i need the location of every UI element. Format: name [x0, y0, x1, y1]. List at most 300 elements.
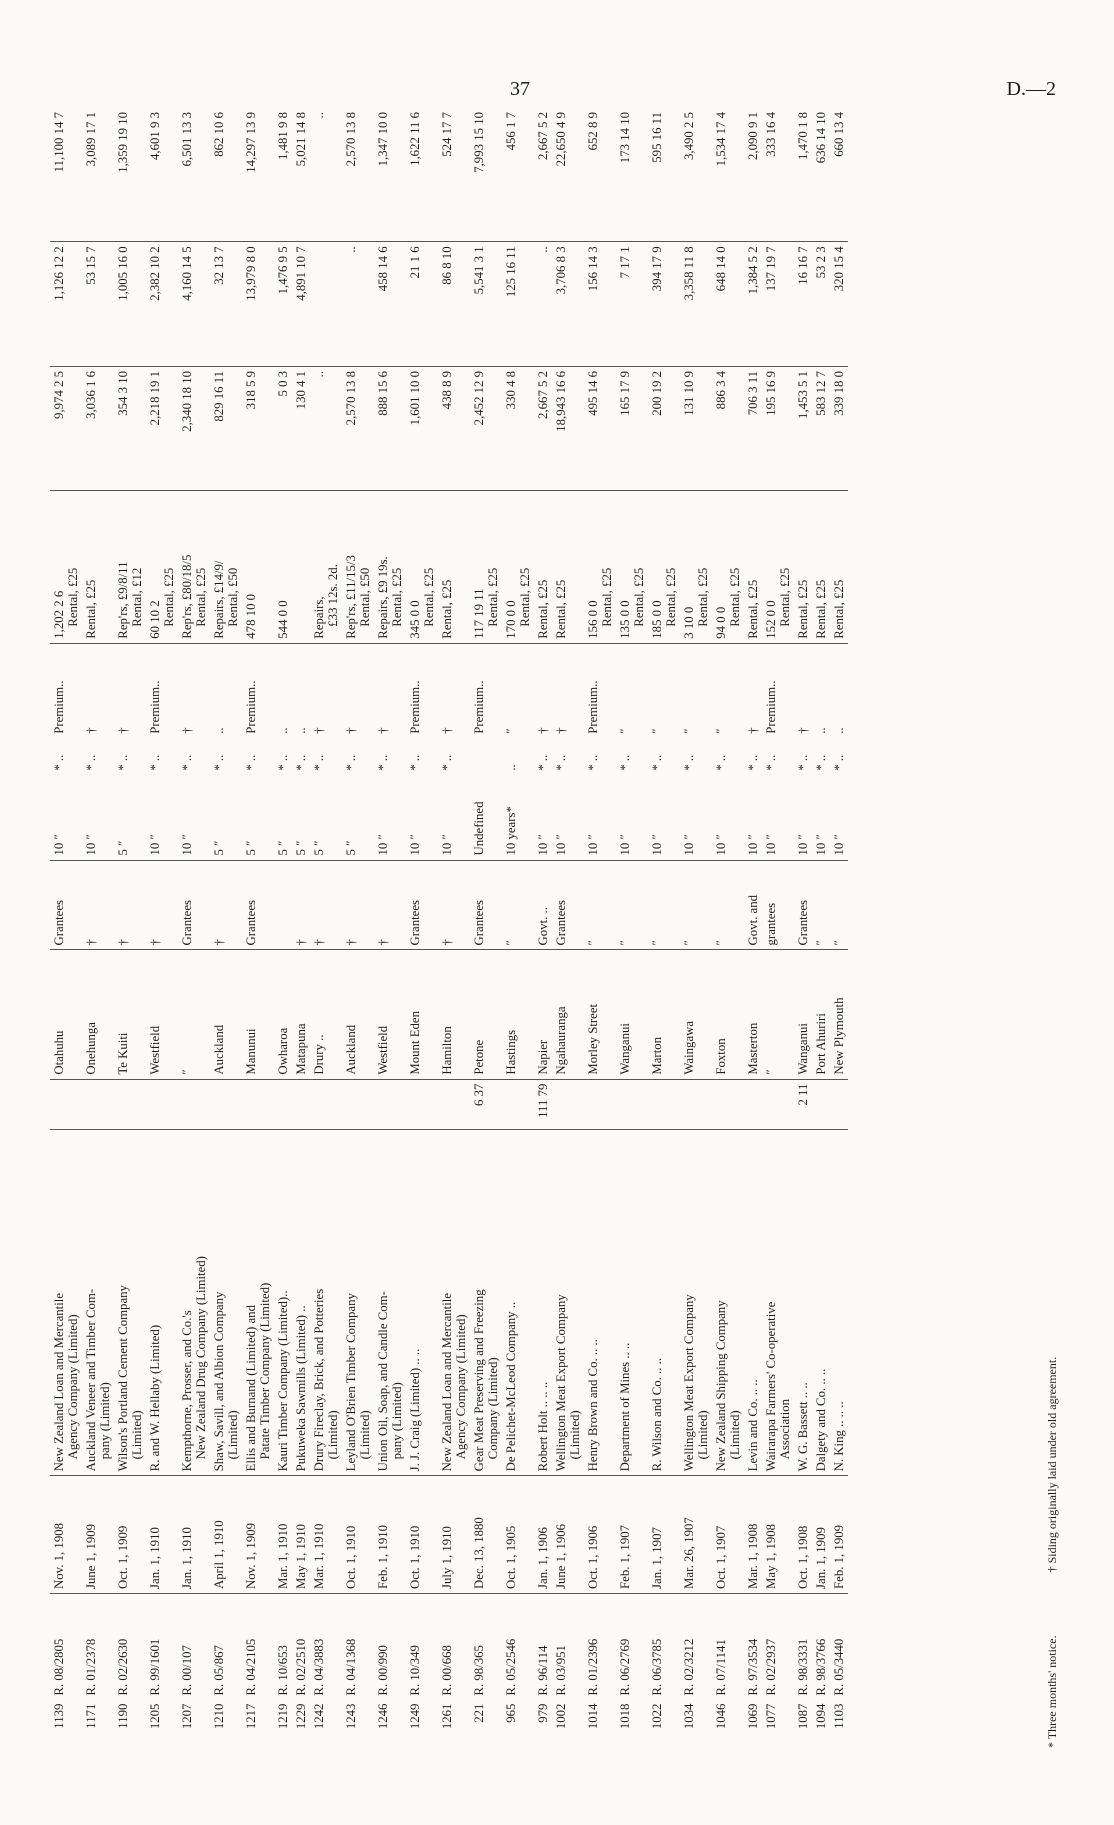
cell-file [648, 1593, 680, 1699]
cell-name [438, 1130, 470, 1476]
cell-a-text: 2,340 18 10 [180, 370, 194, 432]
cell-a [648, 366, 680, 491]
cell-date [210, 1476, 242, 1594]
cell-term-text: 10 ″ [52, 834, 66, 856]
table-row [342, 108, 374, 1748]
cell-rent [292, 491, 310, 643]
cell-file-text: R. 98/3331 [796, 1638, 810, 1696]
cell-c-text: 2,090 9 1 [746, 112, 760, 160]
cell-c-text: .. [312, 112, 326, 119]
cell-b [794, 242, 812, 367]
cell-term [744, 775, 762, 860]
cell-b-text: 21 1 6 [408, 246, 422, 279]
cell-basis-text: * .. [52, 754, 66, 771]
cell-rent-text: 156 0 0 [586, 600, 600, 639]
cell-rent2-text: Rental, £25 [390, 567, 404, 627]
cell-name [146, 1130, 178, 1476]
cell-no-text: 1094 [814, 1703, 828, 1730]
cell-file-text: R. 06/3785 [650, 1638, 664, 1696]
cell-rent [146, 491, 178, 643]
cell-basis-text: .. [504, 764, 518, 771]
cell-c-text: 595 16 11 [650, 112, 664, 163]
cell-no [342, 1700, 374, 1748]
cell-term-text: 5 ″ [212, 840, 226, 856]
cell-by-text: Grantees [472, 899, 486, 946]
cell-no [794, 1700, 812, 1748]
cell-b [812, 242, 830, 367]
cell-station-text: ″ [180, 1069, 194, 1075]
cell-by [502, 860, 534, 950]
cell-a-text: 2,570 13 8 [344, 370, 358, 426]
cell-prem [534, 643, 552, 738]
cell-by-text: † [312, 939, 326, 946]
cell-c-text: 14,297 13 9 [244, 112, 258, 173]
cell-basis [146, 738, 178, 775]
cell-term [830, 775, 848, 860]
cell-rent2-text: Rental, £25 [194, 567, 208, 627]
cell-name [552, 1130, 584, 1476]
cell-date-text: June 1, 1906 [554, 1523, 568, 1589]
cell-term [146, 775, 178, 860]
cell-term-text: 10 ″ [148, 834, 162, 856]
cell-name2-text: Patate Timber Company (Limited) [258, 1282, 272, 1460]
table-row [534, 108, 552, 1748]
cell-extra [648, 1079, 680, 1130]
cell-no [744, 1700, 762, 1748]
cell-no [210, 1700, 242, 1748]
cell-by [648, 860, 680, 950]
cell-a [178, 366, 210, 491]
cell-extra [680, 1079, 712, 1130]
cell-basis [470, 738, 502, 775]
cell-name-text: Kauri Timber Company (Limited).. [276, 1290, 290, 1472]
cell-a [680, 366, 712, 491]
cell-no [502, 1700, 534, 1748]
cell-basis-text: * .. [440, 754, 454, 771]
cell-date [712, 1476, 744, 1594]
cell-station [648, 950, 680, 1079]
cell-rent-text: Rental, £25 [536, 579, 550, 639]
cell-date [812, 1476, 830, 1594]
cell-no-text: 1022 [650, 1703, 664, 1730]
cell-file [210, 1593, 242, 1699]
cell-term [178, 775, 210, 860]
cell-by-text: † [344, 939, 358, 946]
cell-a [830, 366, 848, 491]
cell-rent-text: Rental, £25 [814, 579, 828, 639]
cell-date [274, 1476, 292, 1594]
cell-date [470, 1476, 502, 1594]
cell-station [470, 950, 502, 1079]
cell-prem-text: Premium.. [52, 680, 66, 734]
cell-prem [146, 643, 178, 738]
cell-station [502, 950, 534, 1079]
cell-basis-text: * .. [376, 754, 390, 771]
cell-a-text: 18,943 16 6 [554, 370, 568, 432]
cell-rent-text: Rental, £25 [832, 579, 846, 639]
cell-date-text: April 1, 1910 [212, 1520, 226, 1589]
cell-basis-text: * .. [618, 754, 632, 771]
cell-extra [50, 1079, 82, 1130]
cell-station [552, 950, 584, 1079]
cell-name2-text: (Limited) [226, 1410, 240, 1460]
document-reference: D.—2 [1006, 78, 1056, 100]
cell-date [310, 1476, 342, 1594]
cell-no-text: 965 [504, 1703, 518, 1723]
cell-basis [584, 738, 616, 775]
cell-prem-text: † [796, 727, 810, 734]
cell-a-text: 706 3 11 [746, 370, 760, 416]
cell-prem-text: † [376, 727, 390, 734]
cell-extra [406, 1079, 438, 1130]
cell-b-text: 16 16 7 [796, 246, 810, 285]
cell-c-text: 4,601 9 3 [148, 112, 162, 160]
cell-basis [794, 738, 812, 775]
cell-rent-text: Rep'rs, £80/18/5 [180, 554, 194, 639]
cell-a [146, 366, 178, 491]
cell-a [762, 366, 794, 491]
cell-term-text: 10 ″ [536, 834, 550, 856]
cell-term [534, 775, 552, 860]
cell-date-text: Mar. 26, 1907 [682, 1517, 696, 1589]
cell-c [552, 108, 584, 242]
cell-name [794, 1130, 812, 1476]
cell-by-text: ″ [618, 940, 632, 946]
cell-station [712, 950, 744, 1079]
cell-rent [50, 491, 82, 643]
cell-by [680, 860, 712, 950]
cell-file-text: R. 00/107 [180, 1645, 194, 1696]
cell-date-text: Jan. 1, 1907 [650, 1527, 664, 1589]
table-row [830, 108, 848, 1748]
cell-name [812, 1130, 830, 1476]
cell-a-text: 1,453 5 1 [796, 370, 810, 419]
cell-b [292, 242, 310, 367]
cell-basis [406, 738, 438, 775]
cell-basis [374, 738, 406, 775]
cell-term [794, 775, 812, 860]
cell-b-text: 3,358 11 8 [682, 246, 696, 301]
cell-basis [812, 738, 830, 775]
cell-by-text: ″ [650, 940, 664, 946]
cell-file [470, 1593, 502, 1699]
cell-name [680, 1130, 712, 1476]
cell-rent [374, 491, 406, 643]
cell-term [470, 775, 502, 860]
cell-by-text: Grantees [244, 899, 258, 946]
cell-term-text: 10 ″ [84, 834, 98, 856]
cell-station [274, 950, 292, 1079]
cell-station [744, 950, 762, 1079]
cell-term-text: 10 ″ [682, 834, 696, 856]
cell-a-text: 195 16 9 [764, 370, 778, 416]
cell-term-text: 5 ″ [294, 840, 308, 856]
cell-rent [210, 491, 242, 643]
cell-rent2-text: Rental, £25 [422, 567, 436, 627]
cell-extra [146, 1079, 178, 1130]
cell-a [616, 366, 648, 491]
cell-file-text: R. 02/2937 [764, 1638, 778, 1696]
cell-c-text: 1,347 10 0 [376, 112, 390, 167]
cell-b [680, 242, 712, 367]
cell-by-text: † [294, 939, 308, 946]
cell-prem-text: ″ [650, 728, 664, 734]
cell-b [406, 242, 438, 367]
cell-prem [82, 643, 114, 738]
cell-a [552, 366, 584, 491]
cell-c [146, 108, 178, 242]
cell-by-text: ″ [586, 940, 600, 946]
cell-a [292, 366, 310, 491]
cell-no-text: 1207 [180, 1703, 194, 1730]
cell-name [82, 1130, 114, 1476]
cell-c-text: 524 17 7 [440, 112, 454, 157]
cell-name-text: Auckland Veneer and Timber Com- [84, 1288, 98, 1472]
cell-b [114, 242, 146, 367]
cell-date-text: July 1, 1910 [440, 1526, 454, 1589]
cell-extra [744, 1079, 762, 1130]
cell-a-text: 354 3 10 [116, 370, 130, 416]
cell-extra [830, 1079, 848, 1130]
cell-file [342, 1593, 374, 1699]
cell-b [274, 242, 292, 367]
cell-date [438, 1476, 470, 1594]
table-row [274, 108, 292, 1748]
cell-file [50, 1593, 82, 1699]
cell-station-text: Marton [650, 1036, 664, 1075]
cell-basis-text: * .. [796, 754, 810, 771]
cell-b [762, 242, 794, 367]
cell-name2-text: (Limited) [728, 1410, 742, 1460]
cell-rent [274, 491, 292, 643]
cell-file [274, 1593, 292, 1699]
cell-term-text: 10 ″ [180, 834, 194, 856]
cell-by-text: † [116, 939, 130, 946]
cell-b-text: 458 14 6 [376, 246, 390, 292]
cell-basis [438, 738, 470, 775]
cell-name-text: Levin and Co. .. .. [746, 1379, 760, 1472]
cell-file [680, 1593, 712, 1699]
cell-prem-text: .. [832, 727, 846, 734]
cell-name-text: Henry Brown and Co. .. .. [586, 1339, 600, 1472]
cell-rent2-text: Rental, £25 [66, 567, 80, 627]
cell-c [274, 108, 292, 242]
cell-term-text: 10 ″ [714, 834, 728, 856]
cell-by-text: Grantees [52, 899, 66, 946]
cell-date [616, 1476, 648, 1594]
table-row [502, 108, 534, 1748]
cell-date [50, 1476, 82, 1594]
cell-by [178, 860, 210, 950]
cell-file [762, 1593, 794, 1699]
cell-c [680, 108, 712, 242]
cell-extra [762, 1079, 794, 1130]
cell-by [762, 860, 794, 950]
cell-b-text: .. [344, 246, 358, 253]
cell-station-text: Auckland [344, 1024, 358, 1075]
cell-b-text: 53 2 3 [814, 246, 828, 279]
cell-term-text: Undefined [472, 801, 486, 856]
cell-term [438, 775, 470, 860]
cell-b [534, 242, 552, 367]
cell-basis-text: * .. [294, 754, 308, 771]
cell-term-text: 10 ″ [814, 834, 828, 856]
cell-a [310, 366, 342, 491]
cell-rent-text: Repairs, £9 19s. [376, 556, 390, 639]
cell-extra [292, 1079, 310, 1130]
cell-no-text: 1249 [408, 1703, 422, 1730]
cell-a-text: 888 15 6 [376, 370, 390, 416]
table-row [178, 108, 210, 1748]
cell-station-text: Wanganui [618, 1023, 632, 1075]
cell-name2-text: New Zealand Drug Company (Limited) [194, 1256, 208, 1460]
cell-c-text: 333 16 4 [764, 112, 778, 157]
table-row [292, 108, 310, 1748]
cell-station-text: ″ [764, 1069, 778, 1075]
cell-rent-text: Rental, £25 [554, 579, 568, 639]
cell-name [744, 1130, 762, 1476]
cell-by [744, 860, 762, 950]
cell-c-text: 2,570 13 8 [344, 112, 358, 167]
cell-rent-text: 185 0 0 [650, 600, 664, 639]
cell-term-text: 10 ″ [796, 834, 810, 856]
cell-c [584, 108, 616, 242]
cell-prem [762, 643, 794, 738]
cell-extra [374, 1079, 406, 1130]
cell-station-text: Foxton [714, 1038, 728, 1075]
cell-c-text: 1,534 17 4 [714, 112, 728, 167]
cell-station-text: Matapuna [294, 1023, 308, 1075]
cell-name [648, 1130, 680, 1476]
cell-by [210, 860, 242, 950]
cell-file-text: R. 10/653 [276, 1645, 290, 1696]
cell-station [178, 950, 210, 1079]
cell-b-text: 125 16 11 [504, 246, 518, 298]
cell-file-text: R. 05/867 [212, 1645, 226, 1696]
cell-name [50, 1130, 82, 1476]
cell-term-text: 10 years* [504, 806, 518, 856]
cell-by-text: Grantees [180, 899, 194, 946]
cell-file [146, 1593, 178, 1699]
table-row [744, 108, 762, 1748]
cell-name2-text: Agency Company (Limited) [66, 1314, 80, 1460]
cell-prem [502, 643, 534, 738]
cell-basis [114, 738, 146, 775]
cell-a-text: 200 19 2 [650, 370, 664, 416]
cell-date-text: Feb. 1, 1909 [832, 1524, 846, 1589]
cell-b [82, 242, 114, 367]
cell-c [242, 108, 274, 242]
cell-name2-text: (Limited) [326, 1410, 340, 1460]
cell-no-text: 1229 [294, 1703, 308, 1730]
cell-prem [552, 643, 584, 738]
cell-no-text: 221 [472, 1703, 486, 1723]
cell-a-text: 2,218 19 1 [148, 370, 162, 426]
cell-prem [50, 643, 82, 738]
cell-date-text: Mar. 1, 1910 [312, 1523, 326, 1589]
cell-date [830, 1476, 848, 1594]
cell-no [82, 1700, 114, 1748]
cell-c [534, 108, 552, 242]
cell-name2-text: Company (Limited) [486, 1357, 500, 1460]
cell-rent [812, 491, 830, 643]
cell-a-text: 583 12 7 [814, 370, 828, 416]
cell-station [830, 950, 848, 1079]
cell-extra [534, 1079, 552, 1130]
cell-rent [114, 491, 146, 643]
cell-station-text: Morley Street [586, 1003, 600, 1075]
cell-station [534, 950, 552, 1079]
cell-rent-text: 544 0 0 [276, 600, 290, 639]
cell-date [82, 1476, 114, 1594]
cell-c [178, 108, 210, 242]
cell-rent2-text: Rental, £25 [600, 567, 614, 627]
cell-name-text: R. Wilson and Co. .. .. [650, 1357, 664, 1472]
cell-date [406, 1476, 438, 1594]
cell-b-text: 3,706 8 3 [554, 246, 568, 295]
cell-b-text: .. [536, 246, 550, 253]
cell-file [502, 1593, 534, 1699]
cell-a [210, 366, 242, 491]
cell-b [616, 242, 648, 367]
cell-rent2-text: Rental, £25 [632, 567, 646, 627]
cell-date [342, 1476, 374, 1594]
cell-rent-text: 60 10 2 [148, 600, 162, 639]
cell-term [584, 775, 616, 860]
table-row [242, 108, 274, 1748]
cell-b-text: 4,160 14 5 [180, 246, 194, 301]
cell-name [502, 1130, 534, 1476]
cell-extra [584, 1079, 616, 1130]
cell-no-text: 1205 [148, 1703, 162, 1730]
cell-basis-text: * .. [536, 754, 550, 771]
cell-station-text: Otahuhu [52, 1030, 66, 1075]
cell-date-text: June 1, 1909 [84, 1523, 98, 1589]
cell-c [114, 108, 146, 242]
cell-b-text: 1,384 5 2 [746, 246, 760, 295]
cell-b-text: 137 19 7 [764, 246, 778, 292]
cell-station [242, 950, 274, 1079]
cell-b [146, 242, 178, 367]
cell-by [274, 860, 292, 950]
cell-basis [50, 738, 82, 775]
cell-rent2-text: Rental, £25 [518, 567, 532, 627]
cell-term [406, 775, 438, 860]
cell-by [310, 860, 342, 950]
cell-term-text: 10 ″ [832, 834, 846, 856]
cell-c [310, 108, 342, 242]
cell-name-text: New Zealand Shipping Company [714, 1300, 728, 1472]
cell-c-text: 636 14 10 [814, 112, 828, 164]
cell-b [470, 242, 502, 367]
cell-a [374, 366, 406, 491]
cell-file-text: R. 07/1141 [714, 1639, 728, 1696]
cell-file-text: R. 99/1601 [148, 1638, 162, 1696]
cell-by-text: ″ [814, 940, 828, 946]
cell-name-text: W. G. Bassett .. .. [796, 1382, 810, 1472]
cell-c-text: 5,021 14 8 [294, 112, 308, 167]
cell-c [292, 108, 310, 242]
cell-a [50, 366, 82, 491]
cell-name [712, 1130, 744, 1476]
cell-b-text: 13,979 8 0 [244, 246, 258, 301]
cell-by [830, 860, 848, 950]
cell-basis-text: * .. [832, 754, 846, 771]
cell-station [794, 950, 812, 1079]
cell-file-text: R. 05/3440 [832, 1638, 846, 1696]
cell-rent-text: Rental, £25 [796, 579, 810, 639]
cell-rent-text: Rep'rs, £11/15/3 [344, 555, 358, 639]
